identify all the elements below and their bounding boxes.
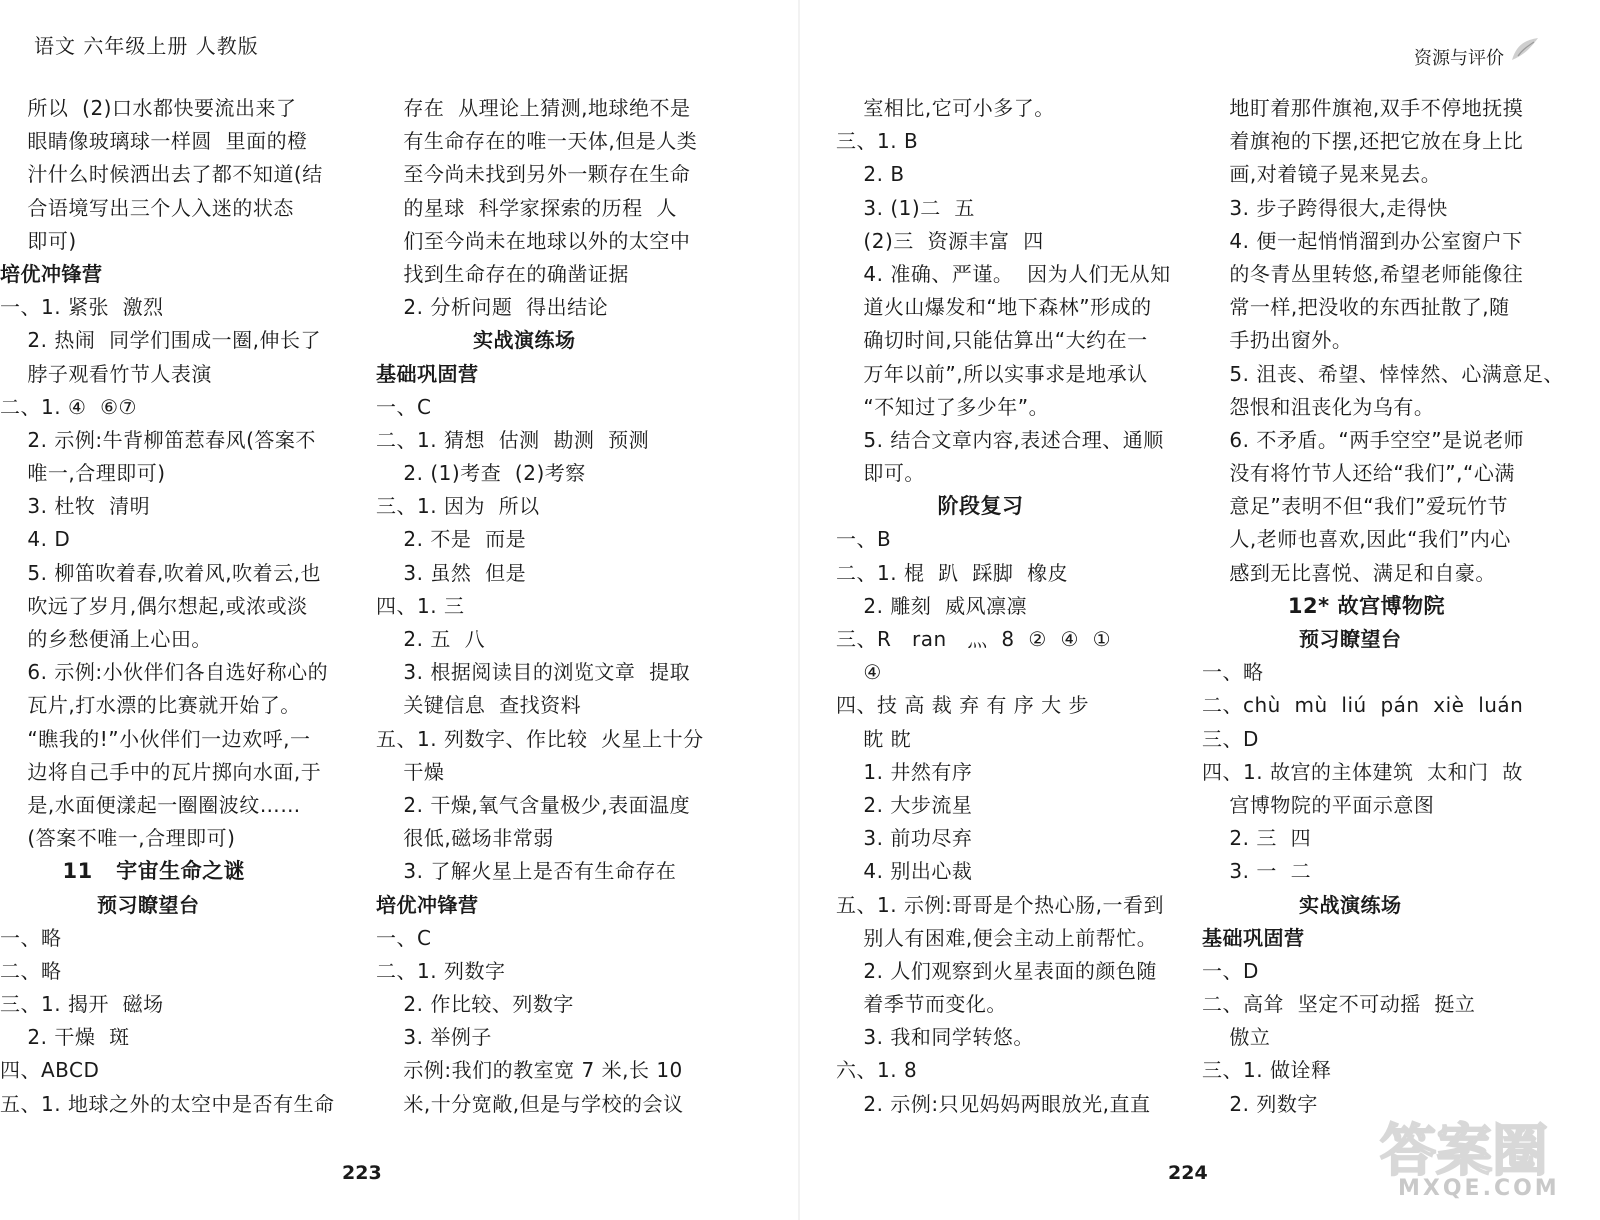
answer-line: 基础巩固营 <box>376 361 479 386</box>
answer-line: 2. 人们观察到火星表面的颜色随 <box>836 958 1157 983</box>
answer-line: 至今尚未找到另外一颗存在生命 <box>376 162 691 187</box>
answer-line: 2. B <box>836 162 905 187</box>
answer-line: 四、1. 三 <box>376 593 465 618</box>
answer-line: 3. 我和同学转悠。 <box>836 1025 1034 1050</box>
answer-line: 3. 前功尽弃 <box>836 826 973 851</box>
answer-line: 5. 沮丧、希望、悻悻然、心满意足、 <box>1202 361 1564 386</box>
answer-line: 4. D <box>0 527 71 552</box>
answer-line: 有生命存在的唯一天体,但是人类 <box>376 129 698 154</box>
answer-line: 是,水面便漾起一圈圈波纹…… <box>0 792 301 817</box>
answer-line: 实战演练场 <box>1202 892 1402 917</box>
answer-line: 关键信息 查找资料 <box>376 693 582 718</box>
page-number-right: 224 <box>1168 1162 1208 1184</box>
answer-line: 1. 井然有序 <box>836 759 973 784</box>
answer-column-2 <box>376 92 736 1121</box>
answer-line: 二、1. ④ ⑥⑦ <box>0 394 137 419</box>
answer-line: 所以 (2)口水都快要流出来了 <box>0 96 297 120</box>
answer-line: 2. 不是 而是 <box>376 527 527 552</box>
header-book-title: 语文 六年级上册 人教版 <box>34 34 259 58</box>
answer-line: 培优冲锋营 <box>376 892 479 917</box>
answer-line: 米,十分宽敞,但是与学校的会议 <box>376 1091 684 1116</box>
answer-line: 们至今尚未在地球以外的太空中 <box>376 228 691 253</box>
answer-line: 一、C <box>376 925 432 950</box>
answer-line: 找到生命存在的确凿证据 <box>376 261 629 286</box>
answer-line: 人,老师也喜欢,因此“我们”内心 <box>1202 527 1511 552</box>
answer-line: 2. 五 八 <box>376 627 486 651</box>
answer-line: (答案不唯一,合理即可) <box>0 826 236 851</box>
answer-line: 三、1. B <box>836 129 919 154</box>
answer-line: 着旗袍的下摆,还把它放在身上比 <box>1202 129 1524 154</box>
answer-line: 4. 便一起悄悄溜到办公室窗户下 <box>1202 228 1523 253</box>
answer-line: 二、chù mù liú pán xiè luán <box>1202 693 1524 718</box>
answer-line: 感到无比喜悦、满足和自豪。 <box>1202 560 1496 585</box>
answer-line: 实战演练场 <box>376 328 576 353</box>
answer-line: 培优冲锋营 <box>0 261 103 286</box>
answer-line: 唯一,合理即可) <box>0 461 166 486</box>
answer-line: 3. 了解火星上是否有生命存在 <box>376 859 677 884</box>
answer-line: 4. 准确、严谨。 因为人们无从知 <box>836 261 1171 286</box>
answer-line: 12* 故宫博物院 <box>1202 593 1445 618</box>
answer-line: 二、略 <box>0 958 62 983</box>
answer-line: 2. 大步流星 <box>836 792 973 817</box>
answer-line: 意足”表明不但“我们”爱玩竹节 <box>1202 494 1509 519</box>
answer-line: 脖子观看竹节人表演 <box>0 361 212 386</box>
answer-line: 存在 从理论上猜测,地球绝不是 <box>376 96 691 120</box>
answer-line: 五、1. 地球之外的太空中是否有生命 <box>0 1091 335 1116</box>
answer-line: 11 宇宙生命之谜 <box>0 859 246 884</box>
header-series-title: 资源与评价 <box>1414 48 1504 69</box>
answer-line: 三、R ran 灬 8 ② ④ ① <box>836 627 1112 651</box>
answer-line: “不知过了多少年”。 <box>836 394 1050 419</box>
answer-line: 瓦片,打水漂的比赛就开始了。 <box>0 693 301 718</box>
answer-line: 即可。 <box>836 461 925 486</box>
answer-line: 三、1. 揭开 磁场 <box>0 992 164 1017</box>
answer-line: 一、略 <box>0 925 62 950</box>
answer-line: 五、1. 示例:哥哥是个热心肠,一看到 <box>836 892 1165 917</box>
answer-line: 万年以前”,所以实事求是地承认 <box>836 361 1148 386</box>
answer-line: 2. 分析问题 得出结论 <box>376 295 609 320</box>
answer-line: 的冬青丛里转悠,希望老师能像往 <box>1202 261 1524 286</box>
answer-line: 2. 三 四 <box>1202 826 1312 851</box>
answer-line: 示例:我们的教室宽 7 米,长 10 <box>376 1058 683 1083</box>
answer-line: 基础巩固营 <box>1202 925 1305 950</box>
answer-line: 常一样,把没收的东西扯散了,随 <box>1202 295 1510 320</box>
answer-line: 3. (1)二 五 <box>836 195 975 220</box>
answer-line: 一、略 <box>1202 660 1264 685</box>
answer-line: 道火山爆发和“地下森林”形成的 <box>836 295 1152 320</box>
answer-line: 阶段复习 <box>836 494 1024 519</box>
answer-line: 室相比,它可小多了。 <box>836 96 1055 120</box>
answer-line: “瞧我的!”小伙伴们一边欢呼,一 <box>0 726 311 751</box>
answer-line: (2)三 资源丰富 四 <box>836 228 1044 253</box>
book-spine <box>798 0 800 1220</box>
answer-line: ④ <box>836 660 882 685</box>
answer-line: 三、1. 做诠释 <box>1202 1058 1332 1083</box>
answer-line: 别人有困难,便会主动上前帮忙。 <box>836 925 1158 950</box>
answer-line: 2. 热闹 同学们围成一圈,伸长了 <box>0 328 321 353</box>
answer-line: 四、技 高 裁 弃 有 序 大 步 <box>836 693 1090 718</box>
leaf-logo-icon <box>1508 36 1542 62</box>
answer-line: 3. 步子跨得很大,走得快 <box>1202 195 1448 220</box>
answer-line: 二、1. 猜想 估测 勘测 预测 <box>376 427 650 452</box>
answer-line: 一、1. 紧张 激烈 <box>0 295 164 320</box>
answer-line: 怨恨和沮丧化为乌有。 <box>1202 394 1435 419</box>
answer-line: 一、D <box>1202 958 1259 983</box>
answer-line: 3. 根据阅读目的浏览文章 提取 <box>376 660 691 685</box>
answer-line: 2. 列数字 <box>1202 1091 1318 1116</box>
answer-line: 2. 干燥 斑 <box>0 1025 130 1050</box>
answer-column-4 <box>1202 92 1582 1121</box>
answer-line: 手扔出窗外。 <box>1202 328 1353 353</box>
answer-line: 二、1. 列数字 <box>376 958 506 983</box>
answer-line: 3. 虽然 但是 <box>376 560 527 585</box>
answer-column-1 <box>0 92 360 1121</box>
answer-line: 2. (1)考查 (2)考察 <box>376 461 586 486</box>
answer-line: 3. 一 二 <box>1202 859 1312 884</box>
answer-line: 眈 眈 <box>836 726 912 751</box>
watermark-text: MXQE.COM <box>1398 1176 1560 1201</box>
answer-line: 干燥 <box>376 759 445 784</box>
answer-line: 一、C <box>376 394 432 419</box>
answer-line: 四、1. 故宫的主体建筑 太和门 故 <box>1202 759 1523 784</box>
answer-line: 3. 杜牧 清明 <box>0 494 151 519</box>
answer-line: 吹远了岁月,偶尔想起,或浓或淡 <box>0 593 308 618</box>
answer-line: 5. 结合文章内容,表述合理、通顺 <box>836 427 1164 452</box>
answer-line: 地盯着那件旗袍,双手不停地抚摸 <box>1202 96 1524 120</box>
answer-line: 合语境写出三个人入迷的状态 <box>0 195 294 220</box>
answer-line: 5. 柳笛吹着春,吹着风,吹着云,也 <box>0 560 321 585</box>
answer-line: 二、1. 棍 趴 踩脚 橡皮 <box>836 560 1069 585</box>
answer-line: 很低,磁场非常弱 <box>376 826 554 851</box>
answer-line: 2. 示例:牛背柳笛惹春风(答案不 <box>0 427 316 452</box>
answer-line: 3. 举例子 <box>376 1025 492 1050</box>
answer-line: 6. 不矛盾。“两手空空”是说老师 <box>1202 427 1525 452</box>
answer-line: 边将自己手中的瓦片掷向水面,于 <box>0 759 322 784</box>
answer-line: 汁什么时候洒出去了都不知道(结 <box>0 162 323 187</box>
answer-line: 三、D <box>1202 726 1259 751</box>
answer-line: 二、高耸 坚定不可动摇 挺立 <box>1202 992 1476 1017</box>
answer-line: 没有将竹节人还给“我们”,“心满 <box>1202 461 1515 486</box>
answer-line: 预习瞭望台 <box>1202 627 1402 651</box>
answer-line: 傲立 <box>1202 1025 1271 1050</box>
answer-line: 6. 示例:小伙伴们各自选好称心的 <box>0 660 329 685</box>
answer-line: 2. 雕刻 威风凛凛 <box>836 593 1028 618</box>
answer-line: 的星球 科学家探索的历程 人 <box>376 195 677 220</box>
answer-line: 六、1. 8 <box>836 1058 918 1083</box>
answer-line: 的乡愁便涌上心田。 <box>0 627 212 651</box>
answer-column-3 <box>836 92 1196 1121</box>
answer-line: 2. 示例:只见妈妈两眼放光,直直 <box>836 1091 1151 1116</box>
answer-line: 2. 干燥,氧气含量极少,表面温度 <box>376 792 691 817</box>
answer-line: 画,对着镜子晃来晃去。 <box>1202 162 1442 187</box>
answer-line: 宫博物院的平面示意图 <box>1202 792 1435 817</box>
answer-line: 预习瞭望台 <box>0 892 200 917</box>
page-number-left: 223 <box>342 1162 382 1184</box>
answer-line: 2. 作比较、列数字 <box>376 992 574 1017</box>
watermark-chars: 答案圈 <box>1380 1119 1548 1184</box>
answer-line: 即可) <box>0 228 77 253</box>
answer-line: 三、1. 因为 所以 <box>376 494 540 519</box>
answer-line: 一、B <box>836 527 892 552</box>
answer-line: 4. 别出心裁 <box>836 859 973 884</box>
answer-line: 眼睛像玻璃球一样圆 里面的橙 <box>0 129 308 154</box>
answer-line: 四、ABCD <box>0 1058 100 1083</box>
answer-line: 着季节而变化。 <box>836 992 1007 1017</box>
answer-line: 确切时间,只能估算出“大约在一 <box>836 328 1148 353</box>
answer-line: 五、1. 列数字、作比较 火星上十分 <box>376 726 704 751</box>
